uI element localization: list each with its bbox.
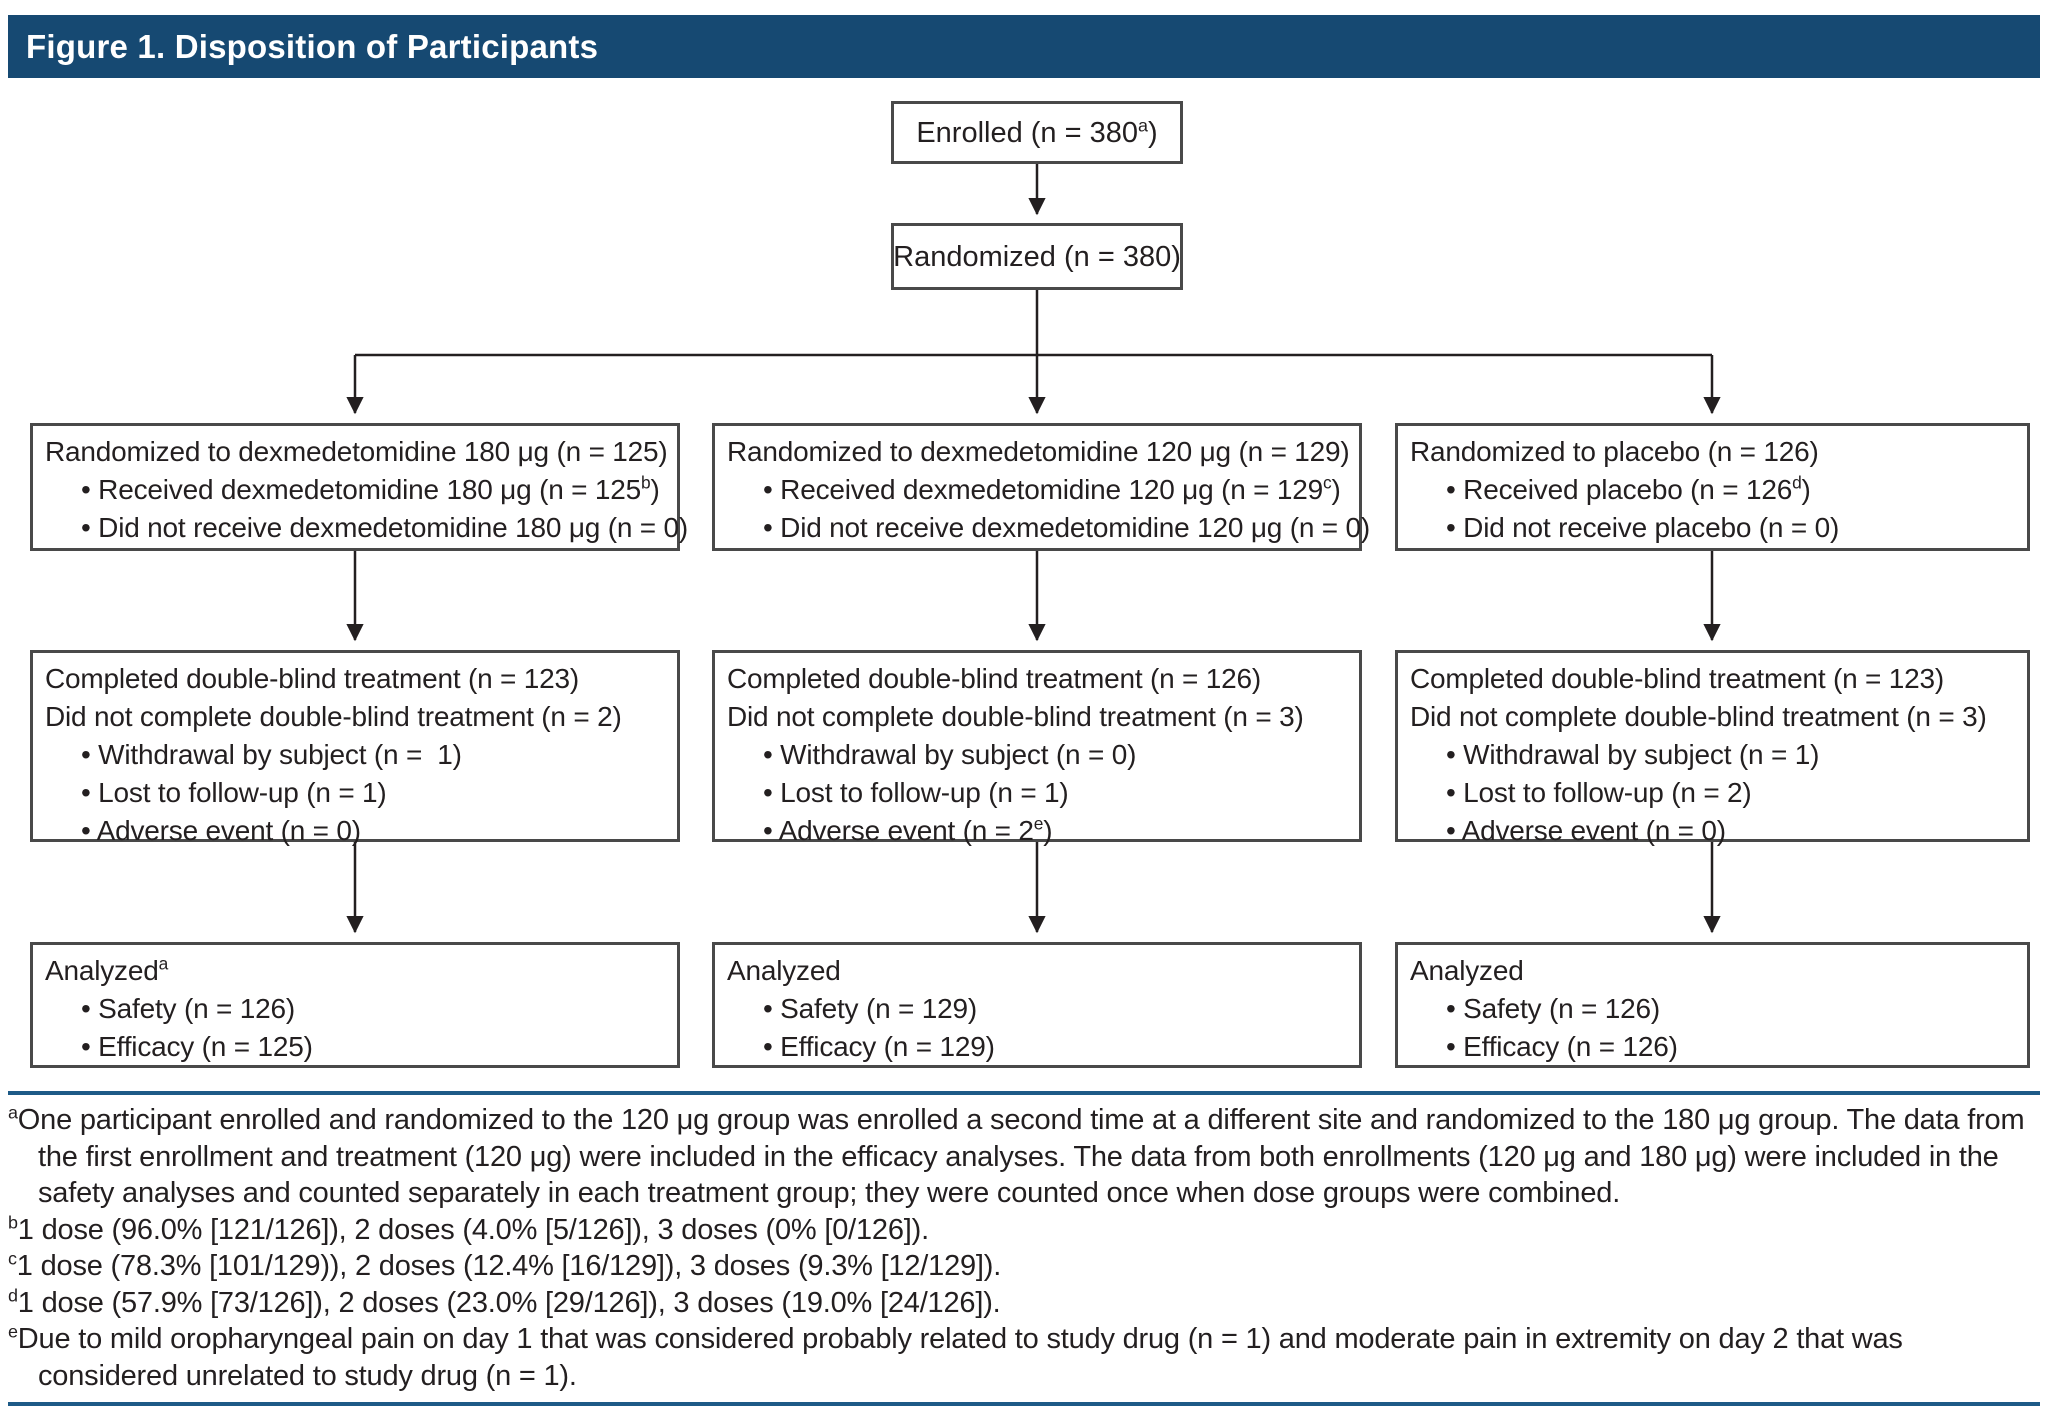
arm3-analyzed-box <box>1395 942 2030 1068</box>
box-line: • Lost to follow-up (n = 2) <box>1446 777 1752 808</box>
box-line: Completed double-blind treatment (n = 126) <box>727 663 1262 694</box>
arm3-randomized-box <box>1395 423 2030 551</box>
box-line: • Adverse event (n = 0) <box>81 815 361 846</box>
box-line: • Withdrawal by subject (n = 1) <box>1446 739 1820 770</box>
footnotes-block <box>8 1102 2042 1394</box>
arm1-randomized-box <box>30 423 689 551</box>
box-line: • Adverse event $(n = 2^e)$ <box>763 813 1053 846</box>
box-line: • Did not receive dexmedetomidine 180 μg (n = 0) <box>81 512 689 543</box>
box-line: • Safety (n = 126) <box>1446 993 1660 1024</box>
box-line: • Did not receive placebo (n = 0) <box>1446 512 1840 543</box>
arm3-completion-box <box>1395 650 2030 846</box>
footnote-d: $^d$1 dose (57.9% [73/126]), 2 doses (23.0% [29/126]), 3 doses (19.0% [24/126]). <box>8 1284 1001 1319</box>
footnote-c: $^c$1 dose (78.3% [101/129)), 2 doses (12.4% [16/129]), 3 doses (9.3% [12/129]). <box>8 1248 1002 1282</box>
box-line: Randomized to dexmedetomidine 120 μg (n = 129) <box>727 436 1350 467</box>
separator-rule-top <box>8 1091 2040 1095</box>
box-line: • Received dexmedetomidine 120 μg $(n = 129^c)$ <box>763 472 1341 505</box>
box-line: Randomized to placebo (n = 126) <box>1410 436 1819 467</box>
enrolled-box <box>891 101 1183 164</box>
box-line: • Withdrawal by subject (n = 0) <box>763 739 1137 770</box>
arm2-analyzed-box <box>712 942 1362 1068</box>
randomized-box <box>891 223 1183 290</box>
box-line: • Withdrawal by subject (n = 1) <box>81 739 462 770</box>
footnote-e: $^e$Due to mild oropharyngeal pain on day 1 that was considered probably related to study drug (n = 1) and moderate pain in extremity on day 2 that was considered unrelated to study drug (n = 1). <box>8 1321 1903 1392</box>
box-line: • Efficacy (n = 129) <box>763 1031 995 1062</box>
box-line: • Safety (n = 129) <box>763 993 977 1024</box>
box-line: Did not complete double-blind treatment (n = 3) <box>1410 701 1987 732</box>
arm1-analyzed-box <box>30 942 680 1068</box>
box-line: Randomized (n = 380) <box>893 240 1181 273</box>
footnote-a: $^a$One participant enrolled and randomized to the 120 μg group was enrolled a second time at a different site and randomized to the 180 μg group. The data from the first enrollment and treatment (120 μg) were included in the efficacy analyses. The data from both enrollments (120 μg and 180 μg) were included in the safety analyses and counted separately in each treatment group; they were counted once when dose groups were combined. <box>8 1102 2025 1209</box>
box-line: • Efficacy (n = 125) <box>81 1031 313 1062</box>
box-line: • Received placebo $(n = 126^d)$ <box>1446 472 1811 505</box>
arm1-completion-box <box>30 650 680 846</box>
box-line: • Safety (n = 126) <box>81 993 295 1024</box>
box-line: Completed double-blind treatment (n = 123) <box>1410 663 1945 694</box>
box-line: Enrolled $(n = 380^a)$ <box>916 114 1158 149</box>
figure-title: Figure 1. Disposition of Participants <box>26 28 599 65</box>
box-line: Analyzed <box>1410 955 1524 986</box>
box-line: • Received dexmedetomidine 180 μg $(n = 125^b)$ <box>81 472 660 505</box>
box-line: Analyzed <box>727 955 841 986</box>
box-line: • Lost to follow-up (n = 1) <box>763 777 1069 808</box>
box-line: Did not complete double-blind treatment (n = 3) <box>727 701 1304 732</box>
arm2-completion-box <box>712 650 1362 846</box>
box-line: Analyzed$^a$ <box>45 953 169 986</box>
footnote-b: $^b$1 dose (96.0% [121/126]), 2 doses (4.0% [5/126]), 3 doses (0% [0/126]). <box>8 1211 929 1246</box>
box-line: • Efficacy (n = 126) <box>1446 1031 1678 1062</box>
box-line: • Adverse event (n = 0) <box>1446 815 1726 846</box>
box-line: • Lost to follow-up (n = 1) <box>81 777 387 808</box>
box-line: Randomized to dexmedetomidine 180 μg (n = 125) <box>45 436 668 467</box>
box-line: • Did not receive dexmedetomidine 120 μg (n = 0) <box>763 512 1371 543</box>
box-line: Did not complete double-blind treatment (n = 2) <box>45 701 622 732</box>
arm2-randomized-box <box>712 423 1371 551</box>
separator-rule-bottom <box>8 1402 2040 1406</box>
box-line: Completed double-blind treatment (n = 123) <box>45 663 580 694</box>
